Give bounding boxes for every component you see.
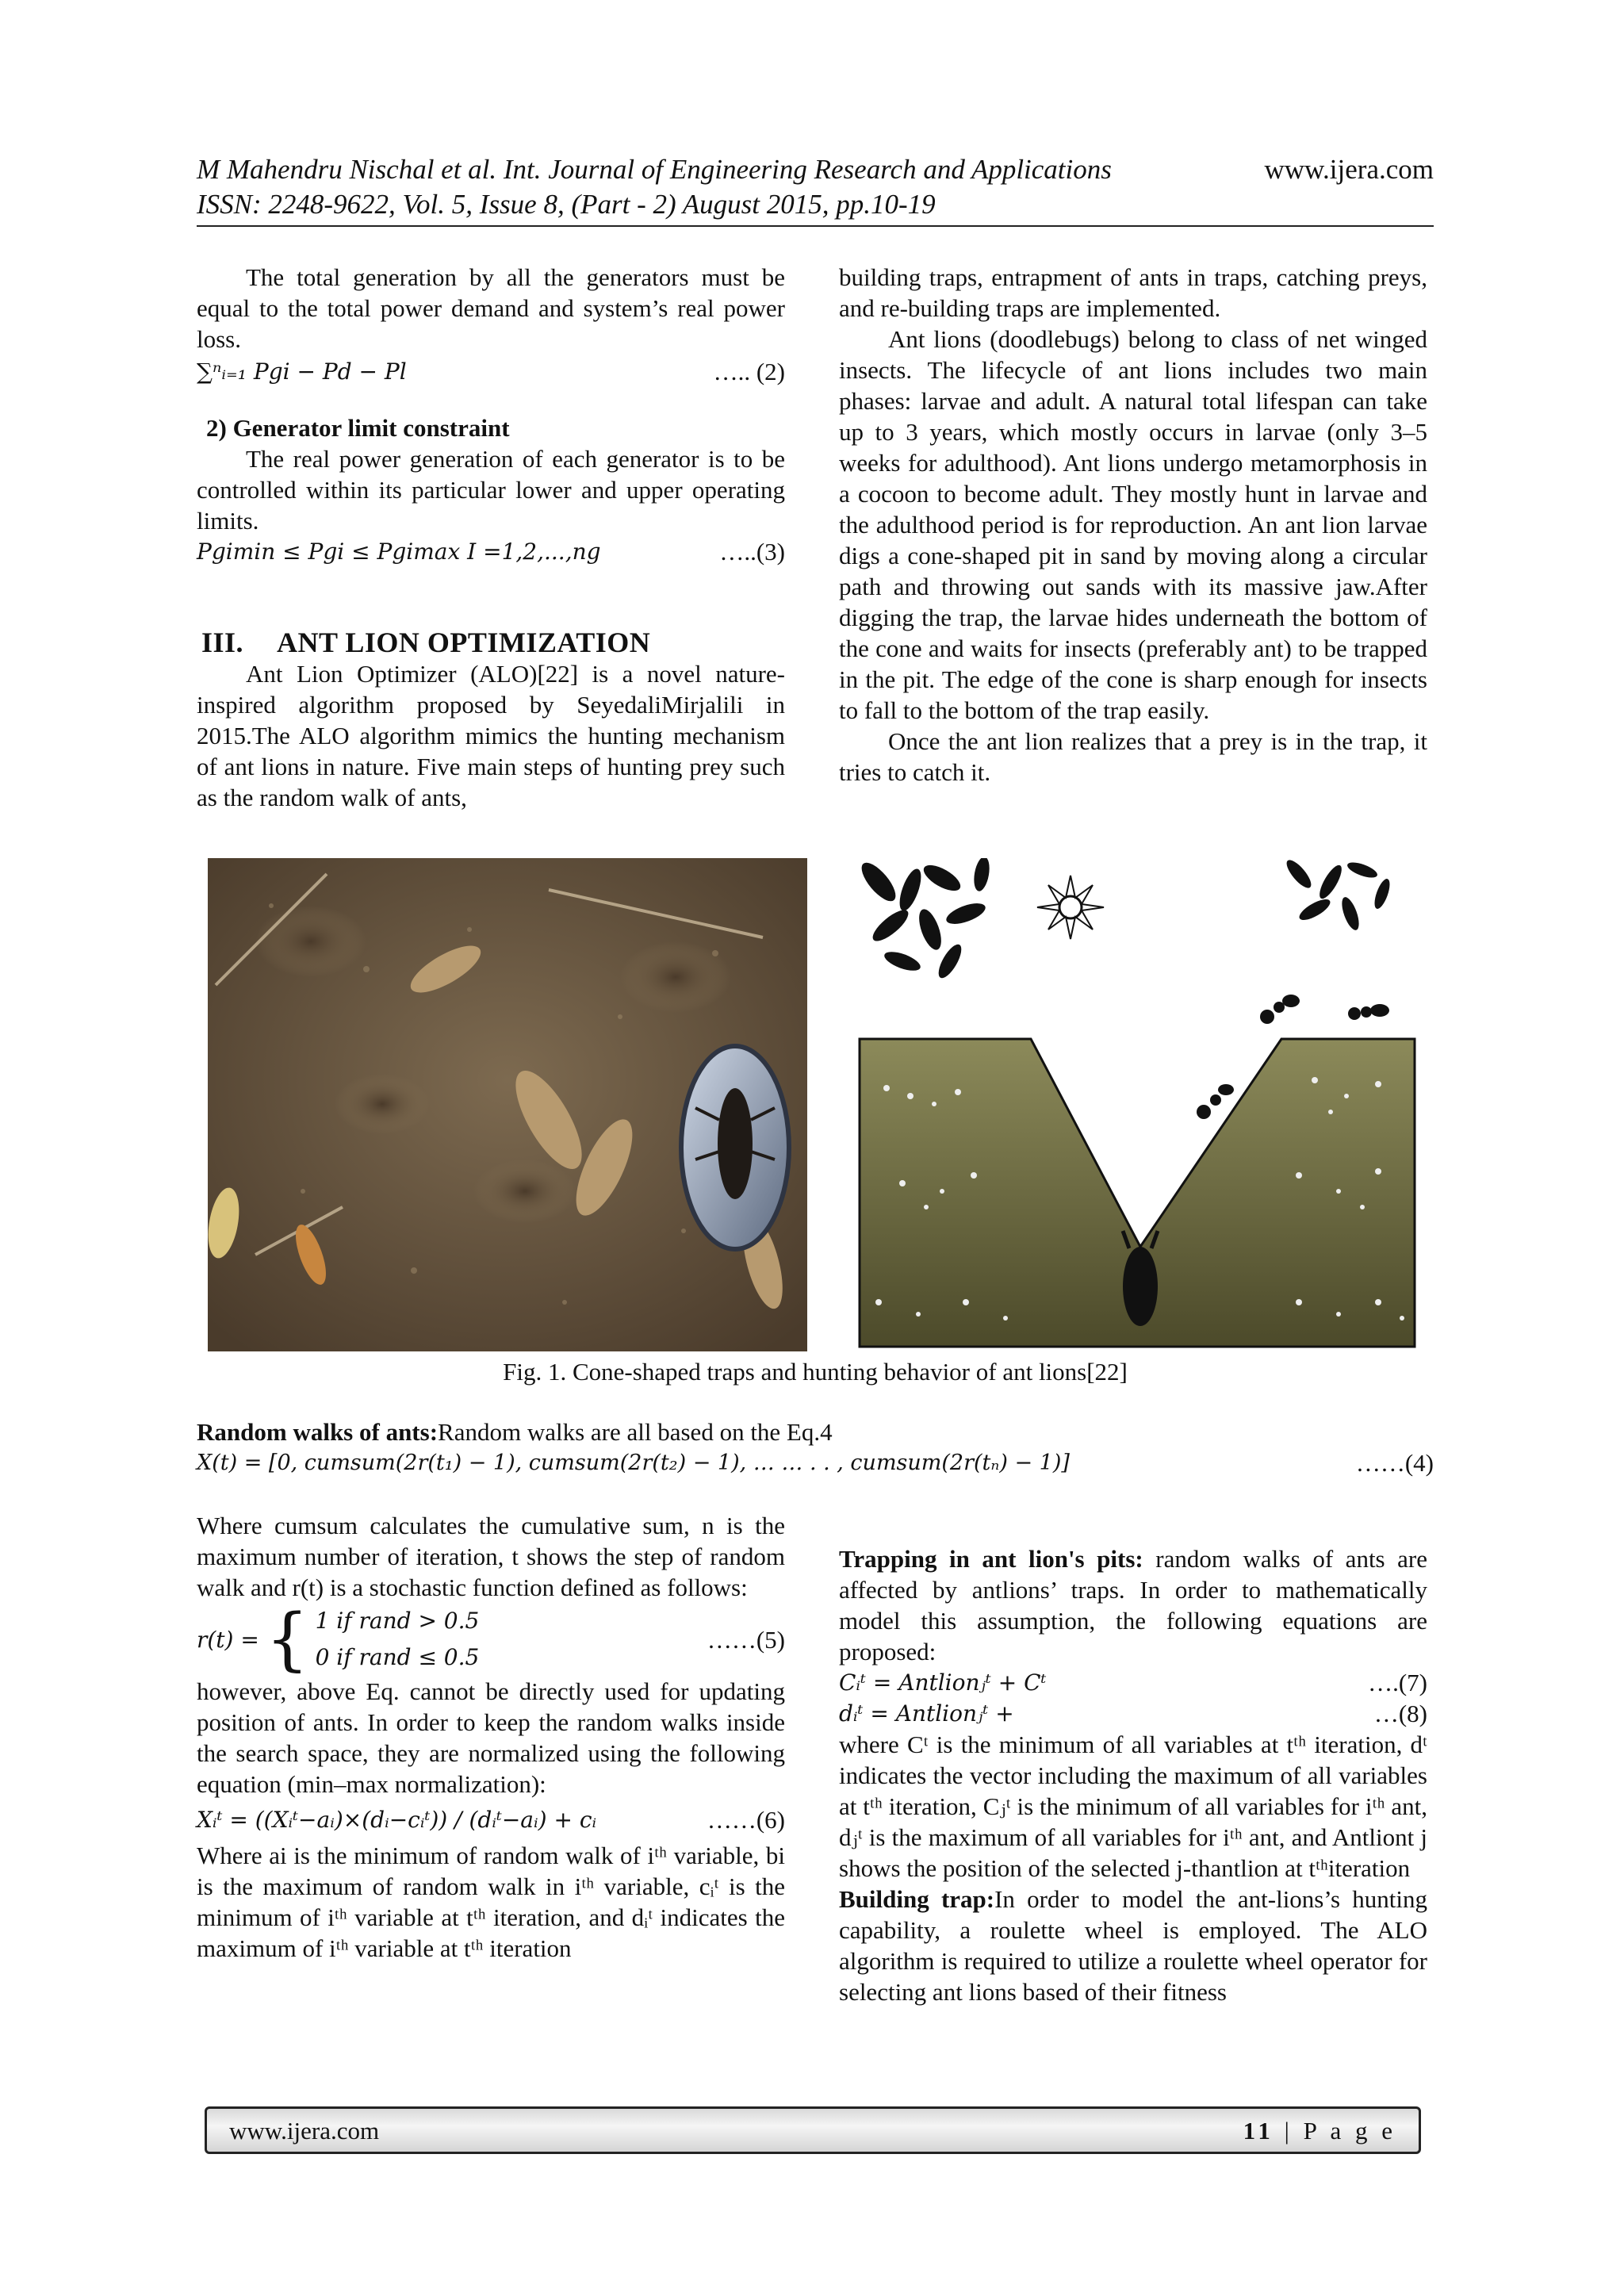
left-column-upper	[197, 262, 785, 813]
equation-7-number: ….(7)	[1368, 1669, 1427, 1696]
paragraph-where-ai: Where ai is the minimum of random walk of iᵗʰ variable, bi is the maximum of random walk in iᵗʰ variable, cᵢᵗ is the minimum of iᵗʰ variable at tᵗʰ iteration, and dᵢᵗ indicates the maximum of iᵗʰ variable at tᵗʰ iteration	[197, 1842, 785, 1962]
journal-website[interactable]: www.ijera.com	[1264, 154, 1434, 185]
trapping-text: random walks of ants are affected by antlions’ traps. In order to mathematically model this assumption, the following equations are proposed:	[839, 1545, 1427, 1665]
random-walk-intro: Random walks are all based on the Eq.4	[438, 1418, 833, 1446]
trapping-label: Trapping in ant lion's pits:	[839, 1545, 1143, 1573]
antlion-pit-photo	[208, 858, 807, 1351]
photo-illustration	[208, 858, 807, 1351]
section-title: ANT LION OPTIMIZATION	[277, 627, 651, 658]
subheading-generator-limit: 2) Generator limit constraint	[206, 414, 510, 442]
equation-8-body: dᵢᵗ = Antlionⱼᵗ +	[839, 1700, 1014, 1727]
equation-5	[197, 1600, 785, 1679]
equation-4-body: X(t) = [0, cumsum(2r(t₁) − 1), cumsum(2r(t₂) − 1), … … . . , cumsum(2r(tₙ) − 1)]	[197, 1451, 1070, 1475]
foliage-left	[856, 858, 992, 981]
right-column-lower	[839, 1543, 1427, 2007]
running-header	[197, 152, 1434, 222]
paragraph-cumsum: Where cumsum calculates the cumulative sum, n is the maximum number of iteration, t shows the step of random walk and r(t) is a stochastic function defined as follows:	[197, 1512, 785, 1601]
equation-5-body	[197, 1600, 480, 1679]
antlion-trap-diagram	[855, 858, 1419, 1351]
random-walk-block	[197, 1416, 1434, 1478]
equation-4	[197, 1447, 1434, 1478]
page-number-value: 11	[1243, 2116, 1274, 2145]
equation-6	[197, 1804, 785, 1835]
equation-2-body: ∑ⁿᵢ₌₁ Pgi − Pd − Pl	[197, 358, 407, 385]
brace-glyph: {	[265, 1600, 309, 1679]
trap-diagram-svg	[855, 858, 1419, 1351]
paragraph-alo-intro: Ant Lion Optimizer (ALO)[22] is a novel nature-inspired algorithm proposed by SeyedaliMirjalili in 2015.The ALO algorithm mimics the hunting mechanism of ant lions in nature. Five main steps of hunting prey such as the random walk of ants,	[197, 660, 785, 811]
foliage-right	[1283, 858, 1393, 932]
equation-7-body: Cᵢᵗ = Antlionⱼᵗ + Cᵗ	[839, 1669, 1047, 1696]
equation-5-lhs: r(t) =	[197, 1626, 259, 1653]
equation-3-body: Pgimin ≤ Pgi ≤ Pgimax I =1,2,...,ng	[197, 539, 601, 565]
equation-2-number: ….. (2)	[713, 358, 785, 385]
footer-website[interactable]: www.ijera.com	[229, 2116, 380, 2145]
equation-7	[839, 1667, 1427, 1698]
equation-2	[197, 356, 785, 387]
paragraph-catch: Once the ant lion realizes that a prey is in the trap, it tries to catch it.	[839, 727, 1427, 786]
building-trap-label: Building trap:	[839, 1885, 995, 1913]
equation-6-number: ……(6)	[707, 1806, 785, 1834]
equation-3	[197, 536, 785, 567]
journal-citation: M Mahendru Nischal et al. Int. Journal of Engineering Research and Applications	[197, 154, 1112, 185]
building-trap-text: In order to model the ant-lions’s hunting capability, a roulette wheel is employed. The ALO algorithm is required to utilize a roulette wheel operator for selecting ant lions based of their fitness	[839, 1885, 1427, 2006]
page-label: | P a g e	[1274, 2116, 1396, 2145]
equation-6-body: Xᵢᵗ = ((Xᵢᵗ−aᵢ)×(dᵢ−cᵢᵗ)) / (dᵢᵗ−aᵢ) + cᵢ	[197, 1807, 597, 1833]
page-number	[1243, 2115, 1396, 2146]
paragraph-normalization: however, above Eq. cannot be directly used for updating position of ants. In order to keep the random walks inside the search space, they are normalized using the following equation (min–max normalization):	[197, 1677, 785, 1798]
random-walk-label: Random walks of ants:	[197, 1418, 439, 1446]
figure-caption: Fig. 1. Cone-shaped traps and hunting behavior of ant lions[22]	[503, 1358, 1128, 1386]
right-column-upper	[839, 262, 1427, 788]
equation-5-case-1: 1 if rand > 0.5	[315, 1608, 480, 1634]
paragraph-continued: building traps, entrapment of ants in traps, catching preys, and re-building traps are implemented.	[839, 263, 1427, 322]
paragraph-generator-limit: The real power generation of each generator is to be controlled within its particular lower and upper operating limits.	[197, 445, 785, 535]
equation-4-number: ……(4)	[1355, 1449, 1434, 1477]
section-number: III.	[201, 627, 244, 658]
section-heading-alo	[197, 627, 785, 658]
equation-5-case-2: 0 if rand ≤ 0.5	[315, 1644, 480, 1670]
equation-5-cases	[316, 1603, 480, 1676]
paragraph-power-balance: The total generation by all the generators must be equal to the total power demand and system’s real power loss.	[197, 263, 785, 353]
paragraph-where-c: where Cᵗ is the minimum of all variables at tᵗʰ iteration, dᵗ indicates the vector including the maximum of all variables at tᵗʰ iteration, Cⱼᵗ is the minimum of all variables for iᵗʰ ant, dⱼᵗ is the maximum of all variables for iᵗʰ ant, and Antliont j shows the position of the selected j-thantlion at tᵗʰiteration	[839, 1731, 1427, 1882]
equation-5-number: ……(5)	[707, 1625, 785, 1654]
sun-icon	[1037, 876, 1104, 939]
issn-line: ISSN: 2248-9622, Vol. 5, Issue 8, (Part - 2) August 2015, pp.10-19	[197, 189, 936, 220]
equation-3-number: …..(3)	[719, 538, 785, 565]
page-footer	[205, 2106, 1421, 2154]
left-column-lower	[197, 1510, 785, 1964]
equation-8	[839, 1698, 1427, 1729]
paragraph-ant-lions: Ant lions (doodlebugs) belong to class of net winged insects. The lifecycle of ant lions includes two main phases: larvae and adult. A natural total lifespan can take up to 3 years, which mostly occurs in larvae (only 3–5 weeks for adulthood). Ant lions undergo metamorphosis in a cocoon to become adult. They mostly hunt in larvae and the adulthood period is for reproduction. An ant lion larvae digs a cone-shaped pit in sand by moving along a circular path and throwing out sands with its massive jaw.After digging the trap, the larvae hides underneath the bottom of the cone and waits for insects (preferably ant) to be trapped in the pit. The edge of the cone is sharp enough for insects to fall to the bottom of the trap easily.	[839, 325, 1427, 724]
header-rule	[197, 225, 1434, 227]
equation-8-number: …(8)	[1373, 1700, 1427, 1727]
